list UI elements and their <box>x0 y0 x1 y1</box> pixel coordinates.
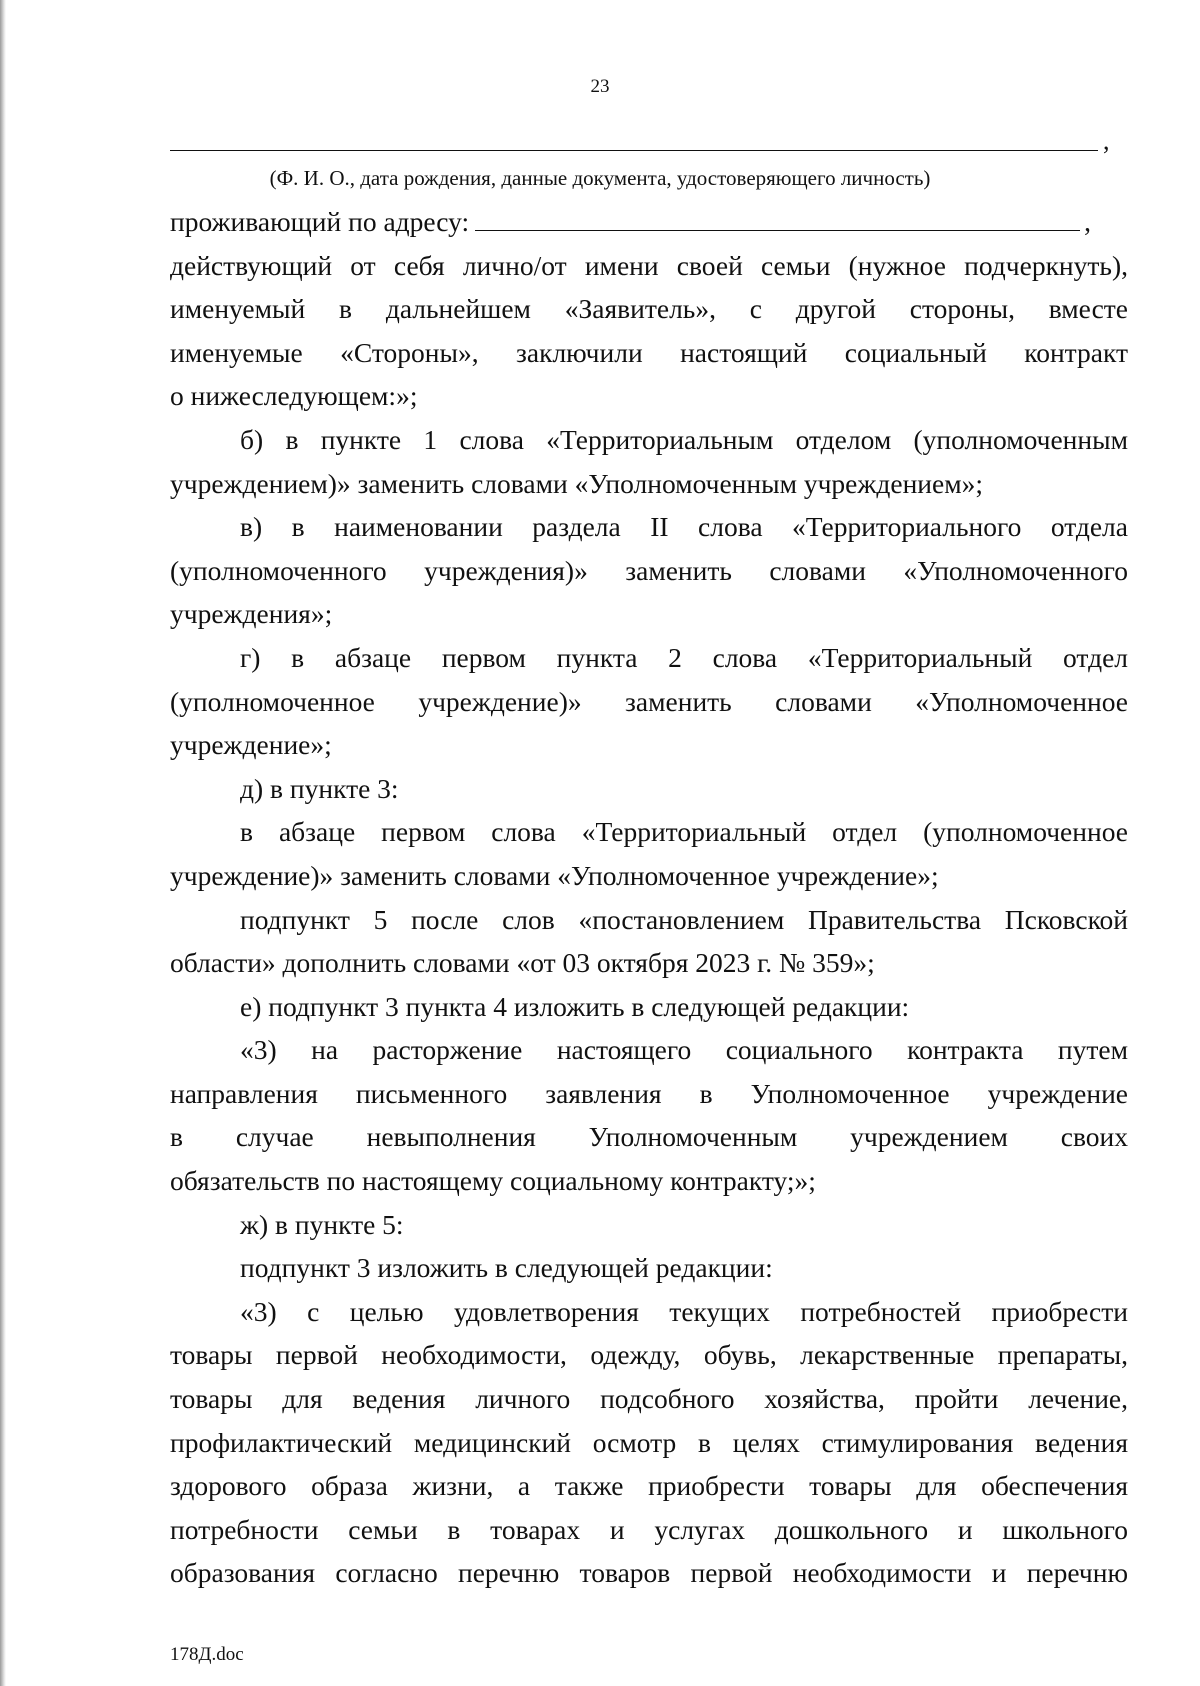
text-line: обязательств по настоящему социальному контракту;»; <box>170 1165 816 1197</box>
text-line: потребности семьи в товарах и услугах дошкольного и школьного <box>170 1513 1128 1545</box>
text-line: профилактический медицинский осмотр в целях стимулирования ведения <box>170 1426 1128 1458</box>
address-label: проживающий по адресу: <box>170 206 470 237</box>
text-line: товары для ведения личного подсобного хозяйства, пройти лечение, <box>170 1383 1128 1415</box>
fio-caption: (Ф. И. О., дата рождения, данные документа, удостоверяющего личность) <box>269 166 931 190</box>
text-line: учреждения»; <box>170 598 333 630</box>
text-line: е) подпункт 3 пункта 4 изложить в следующей редакции: <box>240 990 910 1022</box>
text-line: б) в пункте 1 слова «Территориальным отделом (уполномоченным <box>240 423 1128 455</box>
text-line: товары первой необходимости, одежду, обувь, лекарственные препараты, <box>170 1339 1128 1371</box>
address-comma: , <box>1084 206 1092 237</box>
text-line: (уполномоченное учреждение)» заменить словами «Уполномоченное <box>170 685 1128 717</box>
text-line: учреждение)» заменить словами «Уполномоченное учреждение»; <box>170 859 939 891</box>
text-line: (уполномоченного учреждения)» заменить словами «Уполномоченного <box>170 554 1128 586</box>
text-line: «3) с целью удовлетворения текущих потребностей приобрести <box>240 1295 1128 1327</box>
text-line: направления письменного заявления в Уполномоченное учреждение <box>170 1077 1128 1109</box>
text-line: «3) на расторжение настоящего социального контракта путем <box>240 1034 1128 1066</box>
text-line: образования согласно перечню товаров первой необходимости и перечню <box>170 1557 1128 1589</box>
text-line: о нижеследующем:»; <box>170 380 418 412</box>
text-line: действующий от себя лично/от имени своей семьи (нужное подчеркнуть), <box>170 249 1128 281</box>
text-line: здорового образа жизни, а также приобрести товары для обеспечения <box>170 1470 1128 1502</box>
text-line: подпункт 5 после слов «постановлением Правительства Псковской <box>240 903 1128 935</box>
text-line: д) в пункте 3: <box>240 772 399 804</box>
text-line: области» дополнить словами «от 03 октября 2023 г. № 359»; <box>170 947 875 979</box>
scan-edge-shadow <box>0 0 6 1686</box>
text-line: учреждением)» заменить словами «Уполномоченным учреждением»; <box>170 467 984 499</box>
address-line <box>170 200 1128 244</box>
page-number: 23 <box>590 76 610 97</box>
text-line: подпункт 3 изложить в следующей редакции: <box>240 1252 773 1284</box>
fio-line-comma: , <box>1103 126 1110 155</box>
file-name-footer: 178Д.doc <box>170 1644 244 1665</box>
fio-blank-line <box>170 150 1098 151</box>
text-line: в случае невыполнения Уполномоченным учреждением своих <box>170 1121 1128 1153</box>
text-line: учреждение»; <box>170 729 332 761</box>
text-line: г) в абзаце первом пункта 2 слова «Территориальный отдел <box>240 641 1128 673</box>
text-line: ж) в пункте 5: <box>240 1208 404 1240</box>
text-line: именуемые «Стороны», заключили настоящий социальный контракт <box>170 336 1128 368</box>
text-line: в абзаце первом слова «Территориальный отдел (уполномоченное <box>240 816 1128 848</box>
document-body <box>170 200 1128 1595</box>
address-blank <box>475 228 1080 231</box>
text-line: именуемый в дальнейшем «Заявитель», с другой стороны, вместе <box>170 293 1128 325</box>
text-line: в) в наименовании раздела II слова «Территориального отдела <box>240 511 1128 543</box>
